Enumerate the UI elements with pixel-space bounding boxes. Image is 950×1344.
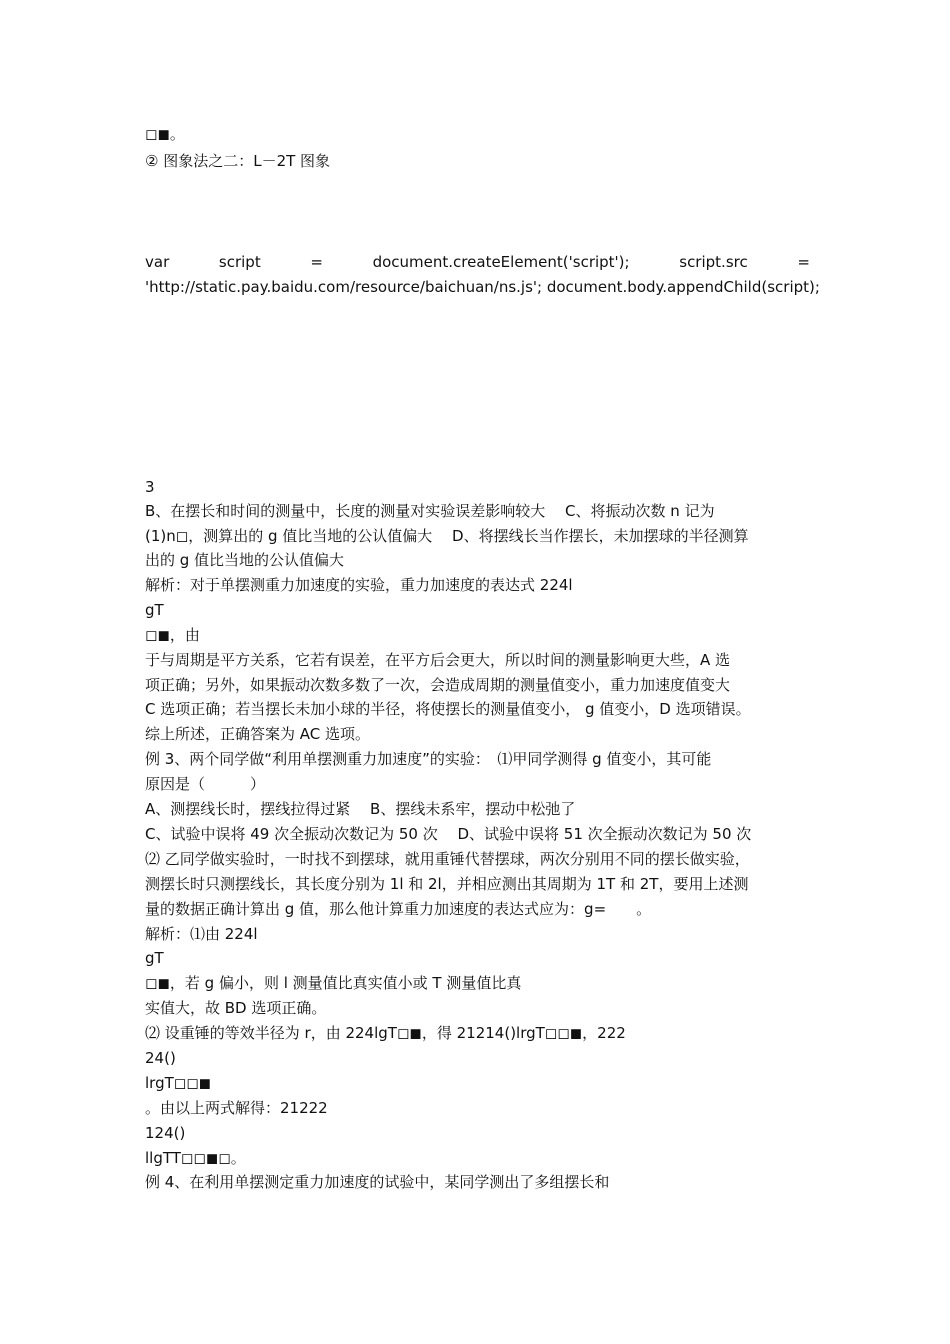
code-token: = [310, 253, 323, 271]
text-line: 测摆长时只测摆线长，其长度分别为 1l 和 2l，并相应测出其周期为 1T 和 2T，要用上述测 [145, 875, 749, 893]
formula-fragment: lrgT◻◻◼ [145, 1074, 212, 1092]
formula-fragment: gT [145, 601, 164, 619]
text-line: 原因是（ ） [145, 775, 266, 793]
text-line: 。由以上两式解得：21222 [145, 1099, 328, 1117]
text-line: ⑵ 设重锤的等效半径为 r，由 224lgT◻◼，得 21214()lrgT◻◻◼，222 [145, 1024, 626, 1042]
option-line: C、试验中误将 49 次全振动次数记为 50 次 D、试验中误将 51 次全振动次数记为 50 次 [145, 825, 752, 843]
text-line: ◻◼。 [145, 125, 185, 143]
text-line: ⑵ 乙同学做实验时，一时找不到摆球，就用重锤代替摆球，两次分别用不同的摆长做实验， [145, 850, 750, 868]
text-line: 出的 g 值比当地的公认值偏大 [145, 551, 345, 569]
text-line: 于与周期是平方关系，它若有误差，在平方后会更大，所以时间的测量影响更大些，A 选 [145, 651, 731, 669]
text-line: 项正确；另外，如果振动次数多数了一次，会造成周期的测量值变小，重力加速度值变大 [145, 676, 731, 694]
code-token: script [218, 253, 261, 271]
option-line: A、测摆线长时，摆线拉得过紧 B、摆线未系牢，摆动中松弛了 [145, 800, 576, 818]
script-code-line [145, 252, 810, 272]
code-token: document.createElement('script'); [372, 253, 630, 271]
formula-fragment: 24() [145, 1049, 176, 1067]
text-line: 解析：对于单摆测重力加速度的实验，重力加速度的表达式 224l [145, 576, 573, 594]
text-line: 量的数据正确计算出 g 值，那么他计算重力加速度的表达式应为：g= 。 [145, 900, 652, 918]
text-line: ◻◼，若 g 偏小，则 l 测量值比真实值小或 T 测量值比真 [145, 974, 522, 992]
text-line: 实值大，故 BD 选项正确。 [145, 999, 327, 1017]
text-line: B、在摆长和时间的测量中，长度的测量对实验误差影响较大 C、将振动次数 n 记为 [145, 502, 715, 520]
code-token: var [145, 253, 170, 271]
script-code-line: 'http://static.pay.baidu.com/resource/baichuan/ns.js'; document.body.appendChild(script); [145, 278, 820, 296]
text-line: 解析：⑴由 224l [145, 925, 258, 943]
text-line: C 选项正确；若当摆长未加小球的半径，将使摆长的测量值变小， g 值变小，D 选项错误。 [145, 700, 751, 718]
formula-fragment: gT [145, 949, 164, 967]
formula-fragment: 124() [145, 1124, 186, 1142]
example-heading: 例 3、两个同学做“利用单摆测重力加速度”的实验： ⑴甲同学测得 g 值变小，其可能 [145, 750, 712, 768]
code-token: = [797, 253, 810, 271]
formula-fragment: llgTT◻◻◼◻。 [145, 1149, 246, 1167]
code-token: script.src [679, 253, 748, 271]
example-heading: 例 4、在利用单摆测定重力加速度的试验中，某同学测出了多组摆长和 [145, 1173, 610, 1191]
text-line: 综上所述，正确答案为 AC 选项。 [145, 725, 371, 743]
text-line: 3 [145, 478, 155, 496]
text-line: ◻◼，由 [145, 626, 200, 644]
section-heading: ② 图象法之二：L－2T 图象 [145, 152, 331, 170]
text-line: (1)n◻，测算出的 g 值比当地的公认值偏大 D、将摆线长当作摆长，未加摆球的半径测算 [145, 527, 749, 545]
